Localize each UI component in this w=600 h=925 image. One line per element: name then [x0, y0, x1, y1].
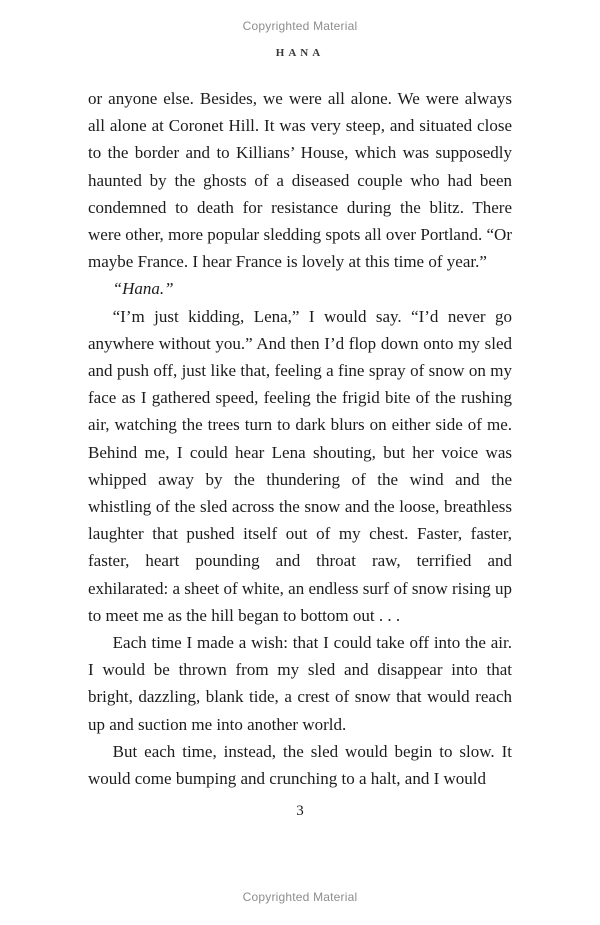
copyright-notice-bottom: Copyrighted Material — [242, 890, 358, 904]
copyright-notice-top: Copyrighted Material — [242, 19, 358, 33]
body-text-block — [88, 85, 512, 792]
body-paragraph: But each time, instead, the sled would begin to slow. It would come bumping and crunching to a halt, and I would — [88, 741, 512, 789]
page-number: 3 — [296, 803, 304, 820]
running-header-title: HANA — [275, 47, 325, 59]
body-paragraph: “I’m just kidding, Lena,” I would say. “I’d never go anywhere without you.” And then I’d flop down onto my sled and push off, just like that, feeling a fine spray of snow on my face as I gathered speed, feeling the frigid bite of the rushing air, watching the trees turn to dark blurs on either side of me. Behind me, I could hear Lena shouting, but her voice was whipped away by the thundering of the wind and the whistling of the sled across the snow and the loose, breathless laughter that pushed itself out of my chest. Faster, faster, faster, heart pounding and throat raw, terrified and exhilarated: a sheet of white, an endless surf of snow rising up to meet me as the hill began to bottom out . . . — [88, 306, 512, 625]
body-paragraph: or anyone else. Besides, we were all alone. We were always all alone at Coronet Hill. It was very steep, and situated close to the border and to Killians’ House, which was supposedly haunted by the ghosts of a diseased couple who had been condemned to death for resistance during the blitz. There were other, more popular sledding spots all over Portland. “Or maybe France. I hear France is lovely at this time of year.” — [88, 89, 512, 272]
body-paragraph: Each time I made a wish: that I could take off into the air. I would be thrown from my sled and disappear into that bright, dazzling, blank tide, a crest of snow that would reach up and suction me into another world. — [88, 633, 512, 734]
body-paragraph-dialogue: “Hana.” — [112, 279, 174, 299]
